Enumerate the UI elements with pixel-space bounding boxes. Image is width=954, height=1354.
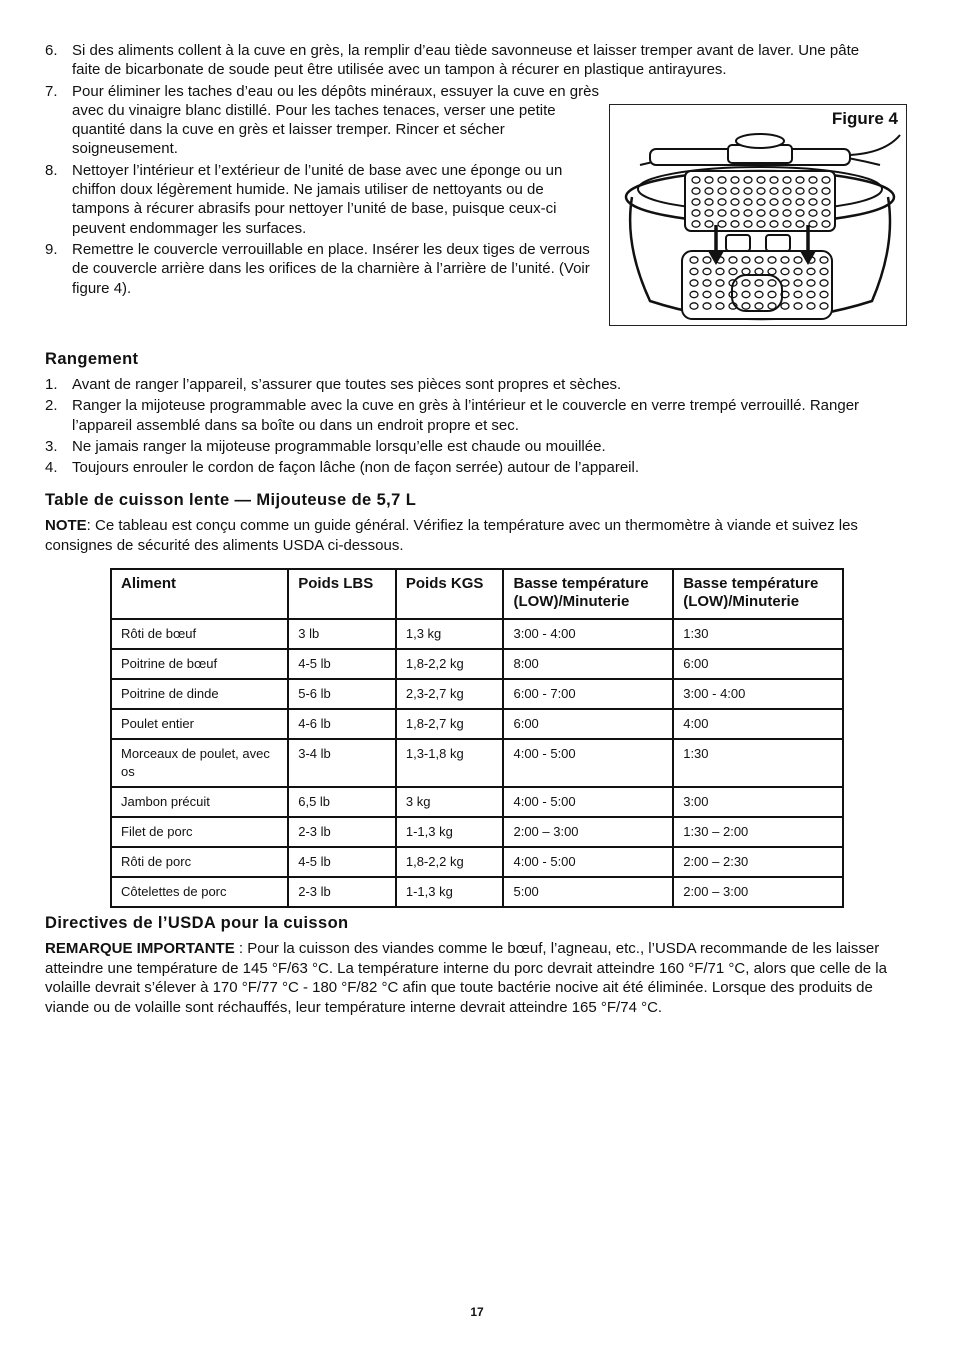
table-row — [111, 709, 843, 739]
table-header-row — [111, 569, 843, 619]
table-cell: 1:30 — [673, 619, 843, 649]
table-row — [111, 847, 843, 877]
list-item — [45, 82, 602, 159]
table-row — [111, 877, 843, 907]
item-number: 3. — [45, 437, 58, 455]
column-header: Basse température (LOW)/Minuterie — [503, 569, 673, 619]
table-cell: 1-1,3 kg — [396, 877, 504, 907]
item-number: 8. — [45, 161, 58, 179]
table-cell: 3 kg — [396, 787, 504, 817]
item-number: 7. — [45, 82, 58, 100]
column-header: Aliment — [111, 569, 288, 619]
table-row — [111, 787, 843, 817]
slow-cooker-lid-illustration — [610, 105, 908, 327]
item-text: Avant de ranger l’appareil, s’assurer que toutes ses pièces sont propres et sèches. — [72, 376, 622, 393]
important-label: REMARQUE IMPORTANTE — [45, 940, 235, 957]
list-item — [45, 396, 880, 435]
column-header: Poids KGS — [396, 569, 504, 619]
list-item — [45, 375, 880, 394]
list-item — [45, 458, 880, 477]
table-cell: 4:00 — [673, 709, 843, 739]
table-cell: 4-5 lb — [288, 847, 396, 877]
table-row — [111, 817, 843, 847]
usda-paragraph — [45, 939, 907, 1017]
item-text: Toujours enrouler le cordon de façon lâche (non de façon serrée) autour de l’appareil. — [72, 459, 640, 477]
table-cell: Poitrine de dinde — [111, 679, 288, 709]
table-cell: 2-3 lb — [288, 817, 396, 847]
item-number: 9. — [45, 240, 58, 258]
table-cell: 1-1,3 kg — [396, 817, 504, 847]
table-cell: 3:00 - 4:00 — [503, 619, 673, 649]
table-cell: 1,3 kg — [396, 619, 504, 649]
table-row — [111, 649, 843, 679]
table-row — [111, 679, 843, 709]
note-label: NOTE — [45, 517, 87, 534]
table-cell: 1,8-2,7 kg — [396, 709, 504, 739]
item-text: Ne jamais ranger la mijoteuse programmable lorsqu’elle est chaude ou mouillée. — [72, 437, 606, 455]
item-number: 2. — [45, 397, 58, 415]
table-cell: 1,3-1,8 kg — [396, 739, 504, 787]
column-header: Basse température (LOW)/Minuterie — [673, 569, 843, 619]
column-header: Poids LBS — [288, 569, 396, 619]
table-cell: 6:00 - 7:00 — [503, 679, 673, 709]
item-text: Ranger la mijoteuse programmable avec la cuve en grès à l’intérieur et le couvercle en verre trempé verrouillé. Ranger l’appareil assemblé dans sa boîte ou dans un endroit propre et sec. — [72, 397, 860, 434]
table-cell: 4:00 - 5:00 — [503, 787, 673, 817]
table-cell: 2:00 – 3:00 — [673, 877, 843, 907]
list-item — [45, 240, 602, 298]
table-cell: 3:00 - 4:00 — [673, 679, 843, 709]
table-cell: 6:00 — [673, 649, 843, 679]
list-item — [45, 41, 880, 80]
usda-heading: Directives de l’USDA pour la cuisson — [45, 914, 349, 932]
table-cell: 8:00 — [503, 649, 673, 679]
table-cell: 6,5 lb — [288, 787, 396, 817]
table-row — [111, 619, 843, 649]
table-cell: 1,8-2,2 kg — [396, 649, 504, 679]
table-cell: 4-6 lb — [288, 709, 396, 739]
table-cell: Côtelettes de porc — [111, 877, 288, 907]
table-cell: 6:00 — [503, 709, 673, 739]
table-cell: 2,3-2,7 kg — [396, 679, 504, 709]
item-number: 6. — [45, 42, 58, 59]
table-cell: Jambon précuit — [111, 787, 288, 817]
table-cell: 2:00 – 2:30 — [673, 847, 843, 877]
figure-4 — [609, 104, 907, 326]
table-cell: 5-6 lb — [288, 679, 396, 709]
storage-list — [45, 375, 880, 479]
table-cell: 5:00 — [503, 877, 673, 907]
table-body — [111, 619, 843, 907]
table-cell: 1,8-2,2 kg — [396, 847, 504, 877]
figure-label: Figure 4 — [831, 109, 898, 128]
table-cell: Poulet entier — [111, 709, 288, 739]
table-cell: 3 lb — [288, 619, 396, 649]
note-text: : Ce tableau est conçu comme un guide général. Vérifiez la température avec un thermomètre à viande et suivez les consignes de sécurité des aliments USDA ci-dessous. — [45, 517, 858, 554]
table-cell: Morceaux de poulet, avec os — [111, 739, 288, 787]
table-row — [111, 739, 843, 787]
cooking-table — [110, 568, 844, 908]
table-cell: 2:00 – 3:00 — [503, 817, 673, 847]
page-number: 17 — [470, 1305, 484, 1319]
item-text: Pour éliminer les taches d’eau ou les dépôts minéraux, essuyer la cuve en grès avec du vinaigre blanc distillé. Pour les taches tenaces, verser une petite quantité dans la cuve en grès et laisser tremper. Rincer et sécher soigneusement. — [72, 82, 599, 158]
list-item — [45, 161, 602, 238]
table-cell: Rôti de bœuf — [111, 619, 288, 649]
storage-heading: Rangement — [45, 350, 139, 368]
item-number: 1. — [45, 376, 58, 393]
table-cell: 3-4 lb — [288, 739, 396, 787]
table-cell: Filet de porc — [111, 817, 288, 847]
usda-text: : Pour la cuisson des viandes comme le bœuf, l’agneau, etc., l’USDA recommande de les laisser atteindre une température de 145 °F/63 °C. La température interne du porc devrait atteindre 160 °F/71 °C, alors que celle de la volaille devrait s’élever à 170 °F/77 °C - 180 °F/82 °C afin que toute bactérie nocive ait été éliminée. Lorsque des produits de viande ou de volaille sont réchauffés, leur température interne devrait atteindre 165 °F/74 °C. — [45, 940, 887, 1016]
item-number: 4. — [45, 459, 58, 477]
item-text: Remettre le couvercle verrouillable en place. Insérer les deux tiges de verrous de couvercle arrière dans les orifices de la charnière à l’arrière de l’unité. (Voir figure 4). — [72, 240, 590, 297]
table-cell: 1:30 – 2:00 — [673, 817, 843, 847]
cooking-table-heading: Table de cuisson lente — Mijouteuse de 5,7 L — [45, 491, 417, 509]
table-cell: 4:00 - 5:00 — [503, 847, 673, 877]
table-cell: 4-5 lb — [288, 649, 396, 679]
table-cell: 1:30 — [673, 739, 843, 787]
table-cell: 2-3 lb — [288, 877, 396, 907]
table-cell: 3:00 — [673, 787, 843, 817]
item-text: Si des aliments collent à la cuve en grès, la remplir d’eau tiède savonneuse et laisser tremper avant de laver. Une pâte faite de bicarbonate de soude peut être utilisée avec un tampon à récurer en plastique antirayures. — [72, 42, 860, 79]
table-cell: Rôti de porc — [111, 847, 288, 877]
cooking-note — [45, 516, 905, 555]
item-text: Nettoyer l’intérieur et l’extérieur de l’unité de base avec une éponge ou un chiffon doux légèrement humide. Ne jamais utiliser de nettoyants ou de tampons à récurer abrasifs pour nettoyer l’unité de base, puisque ceux-ci peuvent endommager les surfaces. — [72, 161, 563, 237]
list-item — [45, 437, 880, 456]
table-cell: Poitrine de bœuf — [111, 649, 288, 679]
table-cell: 4:00 - 5:00 — [503, 739, 673, 787]
